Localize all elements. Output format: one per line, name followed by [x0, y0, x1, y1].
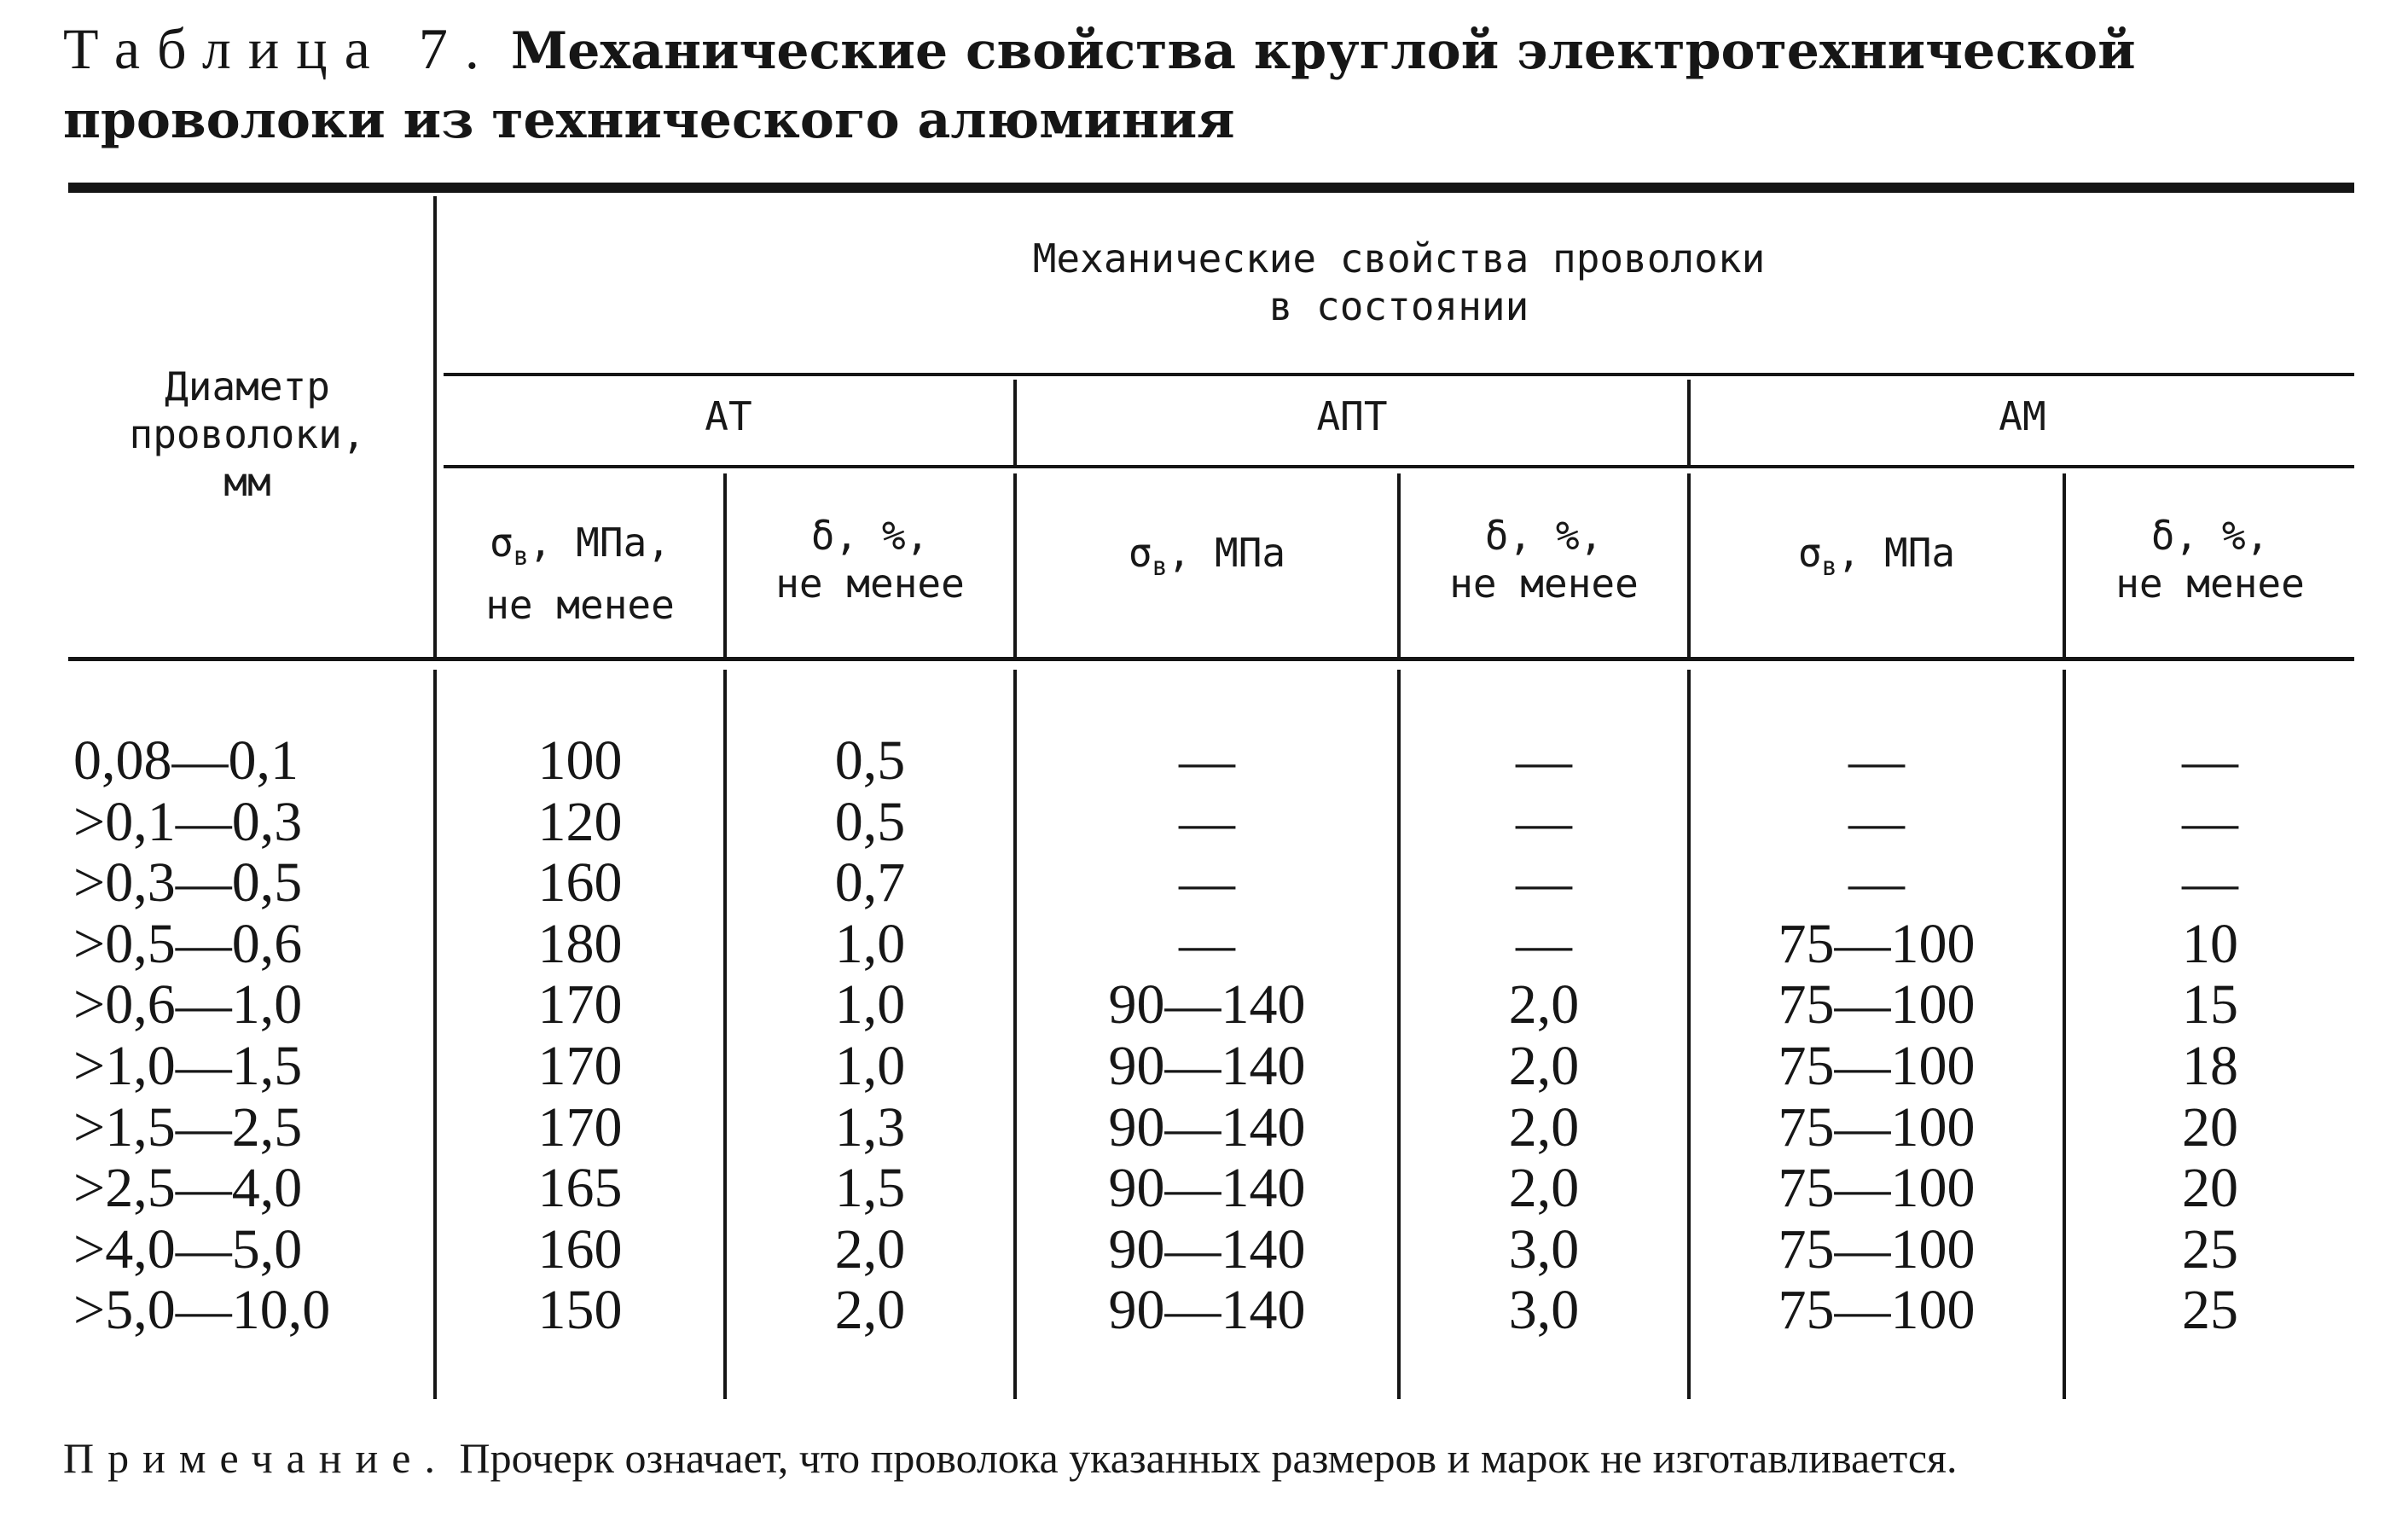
apt-elongation-cell: — [1516, 851, 1572, 914]
diameter-cell: 0,08—0,1 [73, 729, 299, 792]
at-elongation-header: δ, %, не менее [775, 513, 965, 607]
at-elongation-cell: 1,5 [834, 1157, 906, 1219]
apt-elongation-cell: 3,0 [1508, 1279, 1580, 1341]
diameter-header: Диаметр проволоки, мм [129, 363, 366, 505]
note-text: Прочерк означает, что проволока указанных размеров и марок не изготавливается. [459, 1434, 1958, 1482]
apt-strength-cell: — [1179, 791, 1235, 853]
header-bottom-rule [68, 657, 2354, 661]
at-strength-cell: 100 [537, 729, 623, 792]
apt-elongation-cell: — [1516, 729, 1572, 792]
at-strength-cell: 120 [537, 791, 623, 853]
apt-strength-cell: 90—140 [1108, 1035, 1306, 1097]
table-caption: Механические свойства круглой электротехнической проволоки из технического алюминия [63, 21, 2136, 150]
diameter-cell: >4,0—5,0 [73, 1218, 303, 1281]
properties-group-header: Механические свойства проволоки в состоянии [1032, 235, 1766, 329]
diameter-cell: >0,5—0,6 [73, 913, 303, 975]
at-elongation-cell: 2,0 [834, 1279, 906, 1341]
at-elongation-cell: 0,5 [834, 729, 906, 792]
apt-elongation-cell: 2,0 [1508, 1157, 1580, 1219]
at-elongation-cell: 1,3 [834, 1096, 906, 1159]
am-strength-cell: — [1848, 791, 1905, 853]
at-strength-cell: 170 [537, 1096, 623, 1159]
at-elongation-cell: 0,7 [834, 851, 906, 914]
state-header-at: АТ [705, 393, 752, 439]
note-label: Примечание. [63, 1434, 450, 1482]
apt-strength-cell: — [1179, 913, 1235, 975]
am-elongation-cell: 25 [2182, 1279, 2238, 1341]
state-header-apt: АПТ [1316, 393, 1388, 439]
at-strength-cell: 170 [537, 1035, 623, 1097]
am-elongation-cell: 20 [2182, 1096, 2238, 1159]
at-strength-cell: 160 [537, 1218, 623, 1281]
diameter-cell: >0,3—0,5 [73, 851, 303, 914]
apt-elongation-cell: 3,0 [1508, 1218, 1580, 1281]
am-strength-header: $\sigma_в$, МПа [1797, 530, 1956, 583]
am-strength-cell: 75—100 [1778, 1279, 1976, 1341]
apt-strength-cell: — [1179, 729, 1235, 792]
am-elongation-header: δ, %, не менее [2115, 513, 2305, 607]
state-header-am: АМ [1999, 393, 2046, 439]
table-top-rule [68, 183, 2354, 193]
table-title [63, 15, 2366, 154]
apt-elongation-cell: 2,0 [1508, 973, 1580, 1036]
at-strength-header: $\sigma_в$, МПа, не менее [485, 520, 675, 629]
at-strength-cell: 180 [537, 913, 623, 975]
apt-strength-cell: 90—140 [1108, 1279, 1306, 1341]
at-strength-cell: 150 [537, 1279, 623, 1341]
group-divider-rule [444, 373, 2354, 376]
at-strength-cell: 160 [537, 851, 623, 914]
apt-elongation-header: δ, %, не менее [1449, 513, 1639, 607]
am-strength-cell: 75—100 [1778, 973, 1976, 1036]
am-strength-cell: 75—100 [1778, 1157, 1976, 1219]
am-strength-cell: — [1848, 851, 1905, 914]
am-elongation-cell: 20 [2182, 1157, 2238, 1219]
apt-elongation-cell: 2,0 [1508, 1035, 1580, 1097]
state-divider-rule [444, 465, 2354, 468]
diameter-cell: >0,1—0,3 [73, 791, 303, 853]
at-strength-cell: 170 [537, 973, 623, 1036]
diameter-cell: >0,6—1,0 [73, 973, 303, 1036]
am-strength-cell: 75—100 [1778, 1035, 1976, 1097]
apt-strength-cell: 90—140 [1108, 973, 1306, 1036]
apt-strength-cell: — [1179, 851, 1235, 914]
apt-elongation-cell: — [1516, 791, 1572, 853]
apt-strength-cell: 90—140 [1108, 1096, 1306, 1159]
diameter-cell: >2,5—4,0 [73, 1157, 303, 1219]
am-elongation-cell: 25 [2182, 1218, 2238, 1281]
table-note [63, 1433, 2366, 1483]
at-elongation-cell: 1,0 [834, 913, 906, 975]
am-elongation-cell: 18 [2182, 1035, 2238, 1097]
diameter-cell: >1,5—2,5 [73, 1096, 303, 1159]
am-elongation-cell: 10 [2182, 913, 2238, 975]
diameter-cell: >1,0—1,5 [73, 1035, 303, 1097]
at-elongation-cell: 0,5 [834, 791, 906, 853]
am-elongation-cell: 15 [2182, 973, 2238, 1036]
am-elongation-cell: — [2182, 791, 2238, 853]
apt-elongation-cell: 2,0 [1508, 1096, 1580, 1159]
at-strength-cell: 165 [537, 1157, 623, 1219]
apt-elongation-cell: — [1516, 913, 1572, 975]
am-strength-cell: 75—100 [1778, 1096, 1976, 1159]
am-elongation-cell: — [2182, 851, 2238, 914]
am-strength-cell: — [1848, 729, 1905, 792]
am-strength-cell: 75—100 [1778, 1218, 1976, 1281]
apt-strength-header: $\sigma_в$, МПа [1128, 530, 1286, 583]
apt-strength-cell: 90—140 [1108, 1218, 1306, 1281]
at-elongation-cell: 1,0 [834, 973, 906, 1036]
diameter-cell: >5,0—10,0 [73, 1279, 331, 1341]
at-elongation-cell: 2,0 [834, 1218, 906, 1281]
at-elongation-cell: 1,0 [834, 1035, 906, 1097]
apt-strength-cell: 90—140 [1108, 1157, 1306, 1219]
table-number: Таблица 7. [63, 16, 496, 81]
am-elongation-cell: — [2182, 729, 2238, 792]
am-strength-cell: 75—100 [1778, 913, 1976, 975]
